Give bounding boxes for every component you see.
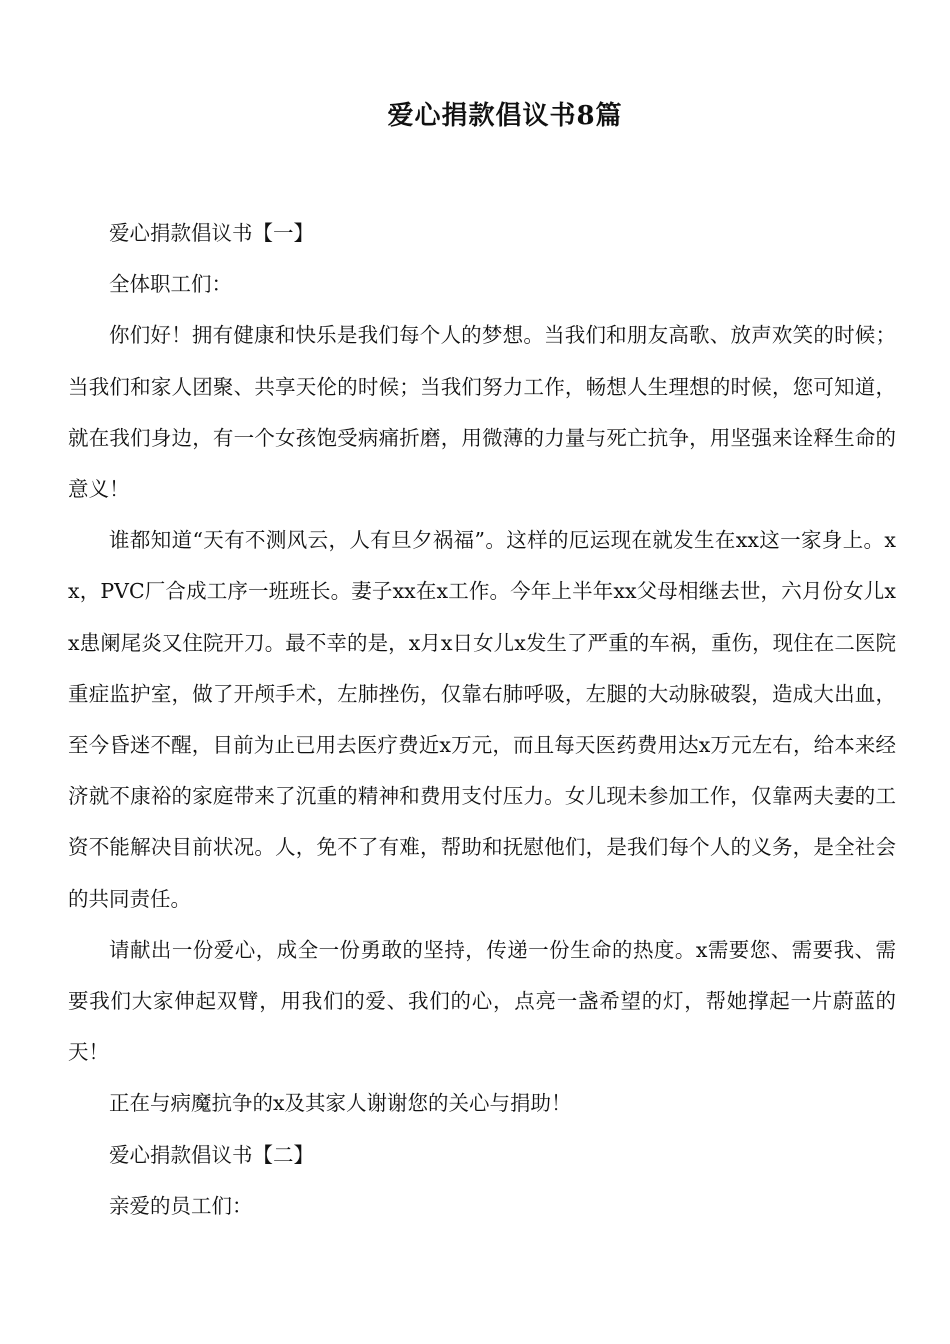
body-paragraph: 请献出一份爱心，成全一份勇敢的坚持，传递一份生命的热度。x需要您、需要我、需要我们大家伸起双臂，用我们的爱、我们的心，点亮一盏希望的灯，帮她撑起一片蔚蓝的天！ <box>68 937 896 1065</box>
body-paragraph: 谁都知道“天有不测风云，人有旦夕祸福”。这样的厄运现在就发生在xx这一家身上。xx，PVC厂合成工序一班班长。妻子xx在x工作。今年上半年xx父母相继去世，六月份女儿xx患阑尾炎又住院开刀。最不幸的是，x月x日女儿x发生了严重的车祸，重伤，现住在二医院重症监护室，做了开颅手术，左肺挫伤，仅靠右肺呼吸，左腿的大动脉破裂，造成大出血，至今昏迷不醒，目前为止已用去医疗费近x万元，而且每天医药费用达x万元左右，给本来经济就不康裕的家庭带来了沉重的精神和费用支付压力。女儿现未参加工作，仅靠两夫妻的工资不能解决目前状况。人，免不了有难，帮助和抚慰他们，是我们每个人的义务，是全社会的共同责任。 <box>68 528 896 911</box>
salutation: 亲爱的员工们： <box>109 1193 253 1218</box>
document-title: 爱心捐款倡议书8篇 <box>387 101 623 131</box>
section-heading-2: 爱心捐款倡议书【二】 <box>109 1142 314 1167</box>
body-paragraph: 你们好！拥有健康和快乐是我们每个人的梦想。当我们和朋友高歌、放声欢笑的时候；当我们和家人团聚、共享天伦的时候；当我们努力工作，畅想人生理想的时候，您可知道，就在我们身边，有一个女孩饱受病痛折磨，用微薄的力量与死亡抗争，用坚强来诠释生命的意义！ <box>68 323 896 502</box>
salutation: 全体职工们： <box>109 272 232 297</box>
document-body <box>68 208 896 1232</box>
closing-line: 正在与病魔抗争的x及其家人谢谢您的关心与捐助！ <box>109 1091 572 1116</box>
section-heading-1: 爱心捐款倡议书【一】 <box>109 221 314 245</box>
